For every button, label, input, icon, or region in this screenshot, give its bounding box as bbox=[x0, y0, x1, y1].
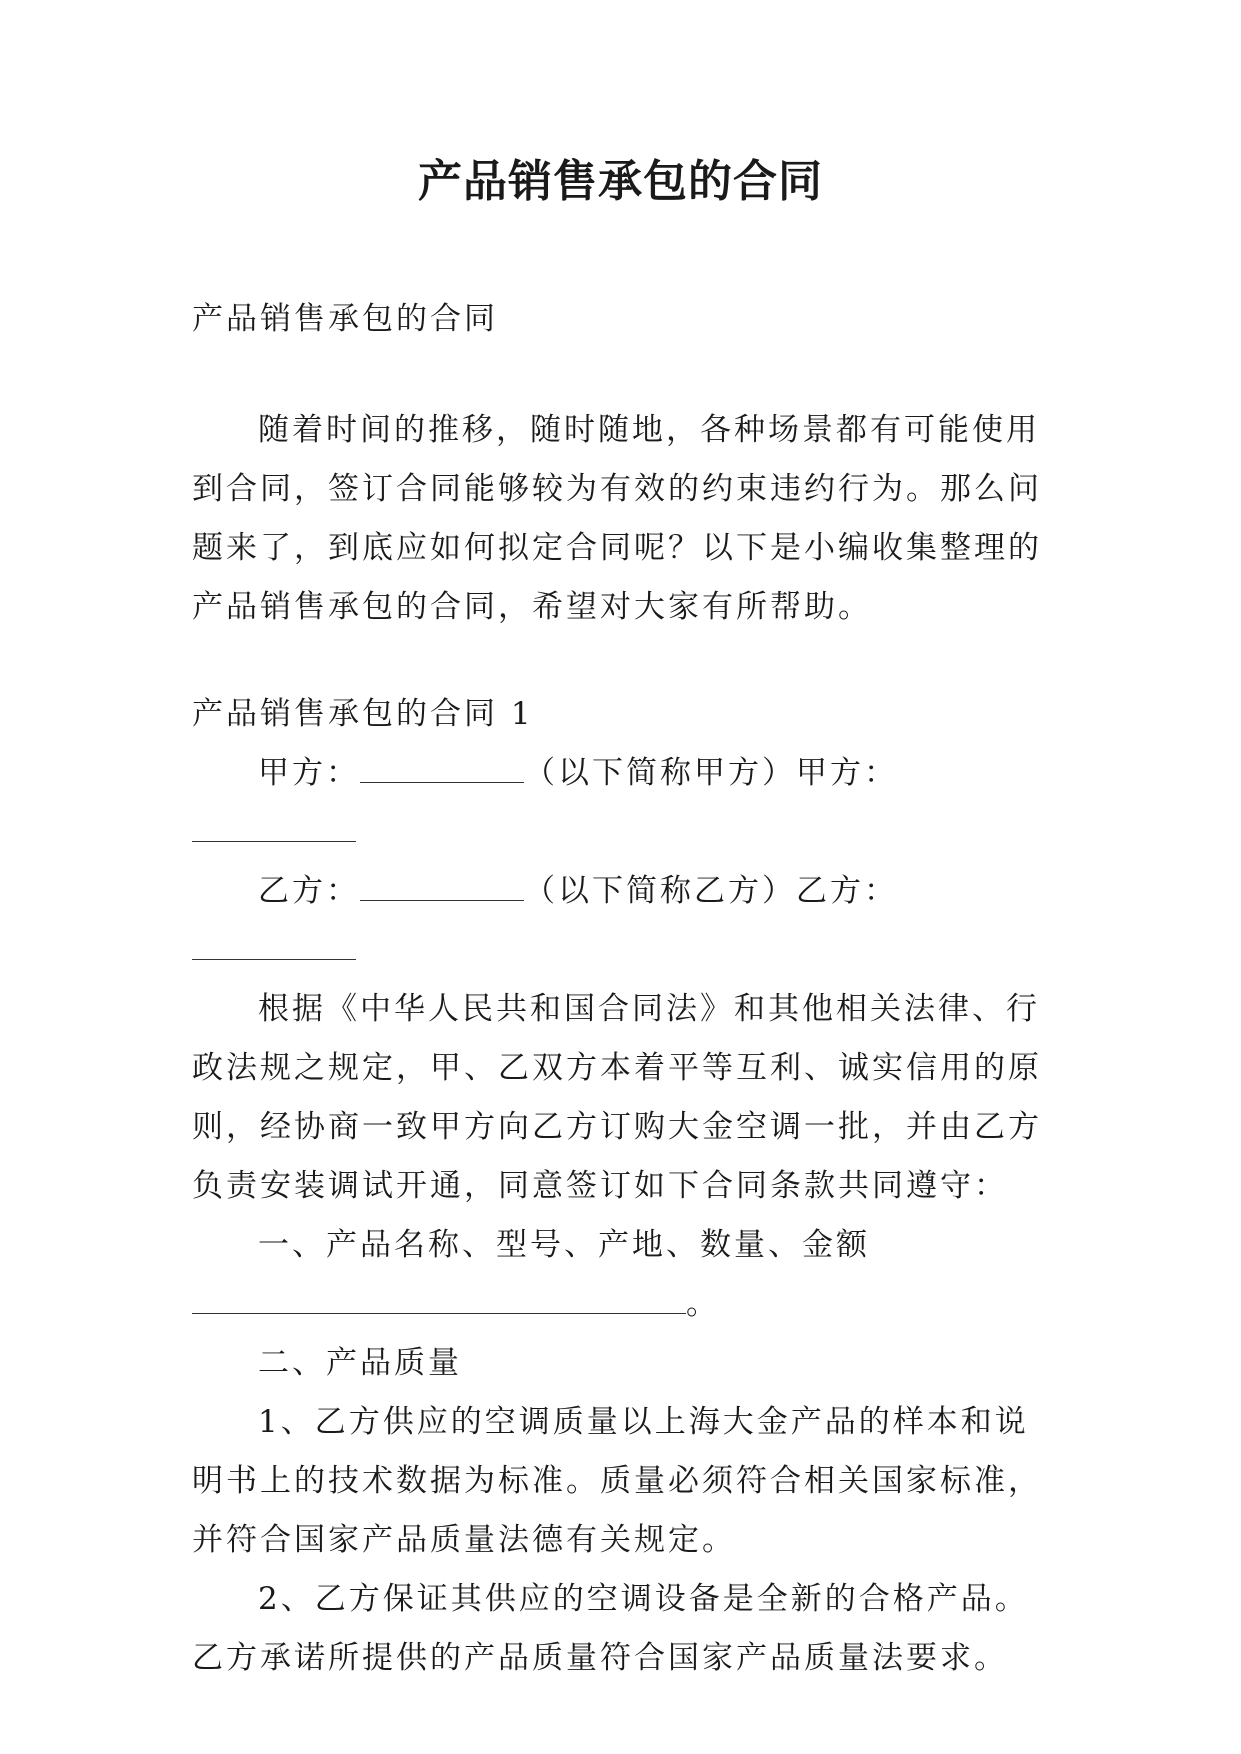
party-b-blank-2 bbox=[192, 931, 356, 960]
clause-2-heading: 二、产品质量 bbox=[258, 1345, 462, 1381]
party-b-line bbox=[192, 862, 1052, 980]
clause-1-heading: 一、产品名称、型号、产地、数量、金额 bbox=[258, 1227, 870, 1263]
party-a-blank bbox=[360, 754, 524, 783]
section-heading: 产品销售承包的合同 1 bbox=[192, 696, 534, 732]
party-b-label: 乙方： bbox=[258, 873, 360, 909]
party-b-mid: （以下简称乙方）乙方： bbox=[524, 873, 898, 909]
party-b-blank bbox=[360, 872, 524, 901]
clause-2-item-2: 2、乙方保证其供应的空调设备是全新的合格产品。乙方承诺所提供的产品质量符合国家产品质量法要求。 bbox=[192, 1581, 1029, 1676]
clause-2-item-1: 1、乙方供应的空调质量以上海大金产品的样本和说明书上的技术数据为标准。质量必须符合相关国家标准，并符合国家产品质量法德有关规定。 bbox=[192, 1404, 1042, 1558]
party-a-mid: （以下简称甲方）甲方： bbox=[524, 755, 898, 791]
party-a-label: 甲方： bbox=[258, 755, 360, 791]
clause-1-blank bbox=[192, 1285, 686, 1314]
document-title: 产品销售承包的合同 bbox=[418, 156, 823, 207]
document-body bbox=[192, 290, 1052, 1688]
basis-paragraph: 根据《中华人民共和国合同法》和其他相关法律、行政法规之规定，甲、乙双方本着平等互利、诚实信用的原则，经协商一致甲方向乙方订购大金空调一批，并由乙方负责安装调试开通，同意签订如下合同条款共同遵守： bbox=[192, 991, 1042, 1204]
party-a-blank-2 bbox=[192, 813, 356, 842]
clause-1-fill-line bbox=[192, 1275, 1052, 1334]
clause-1-end: 。 bbox=[686, 1286, 720, 1322]
intro-paragraph: 随着时间的推移，随时随地，各种场景都有可能使用到合同，签订合同能够较为有效的约束违约行为。那么问题来了，到底应如何拟定合同呢？以下是小编收集整理的产品销售承包的合同，希望对大家有所帮助。 bbox=[192, 412, 1042, 625]
document-subtitle: 产品销售承包的合同 bbox=[192, 301, 498, 337]
party-a-line bbox=[192, 744, 1052, 862]
